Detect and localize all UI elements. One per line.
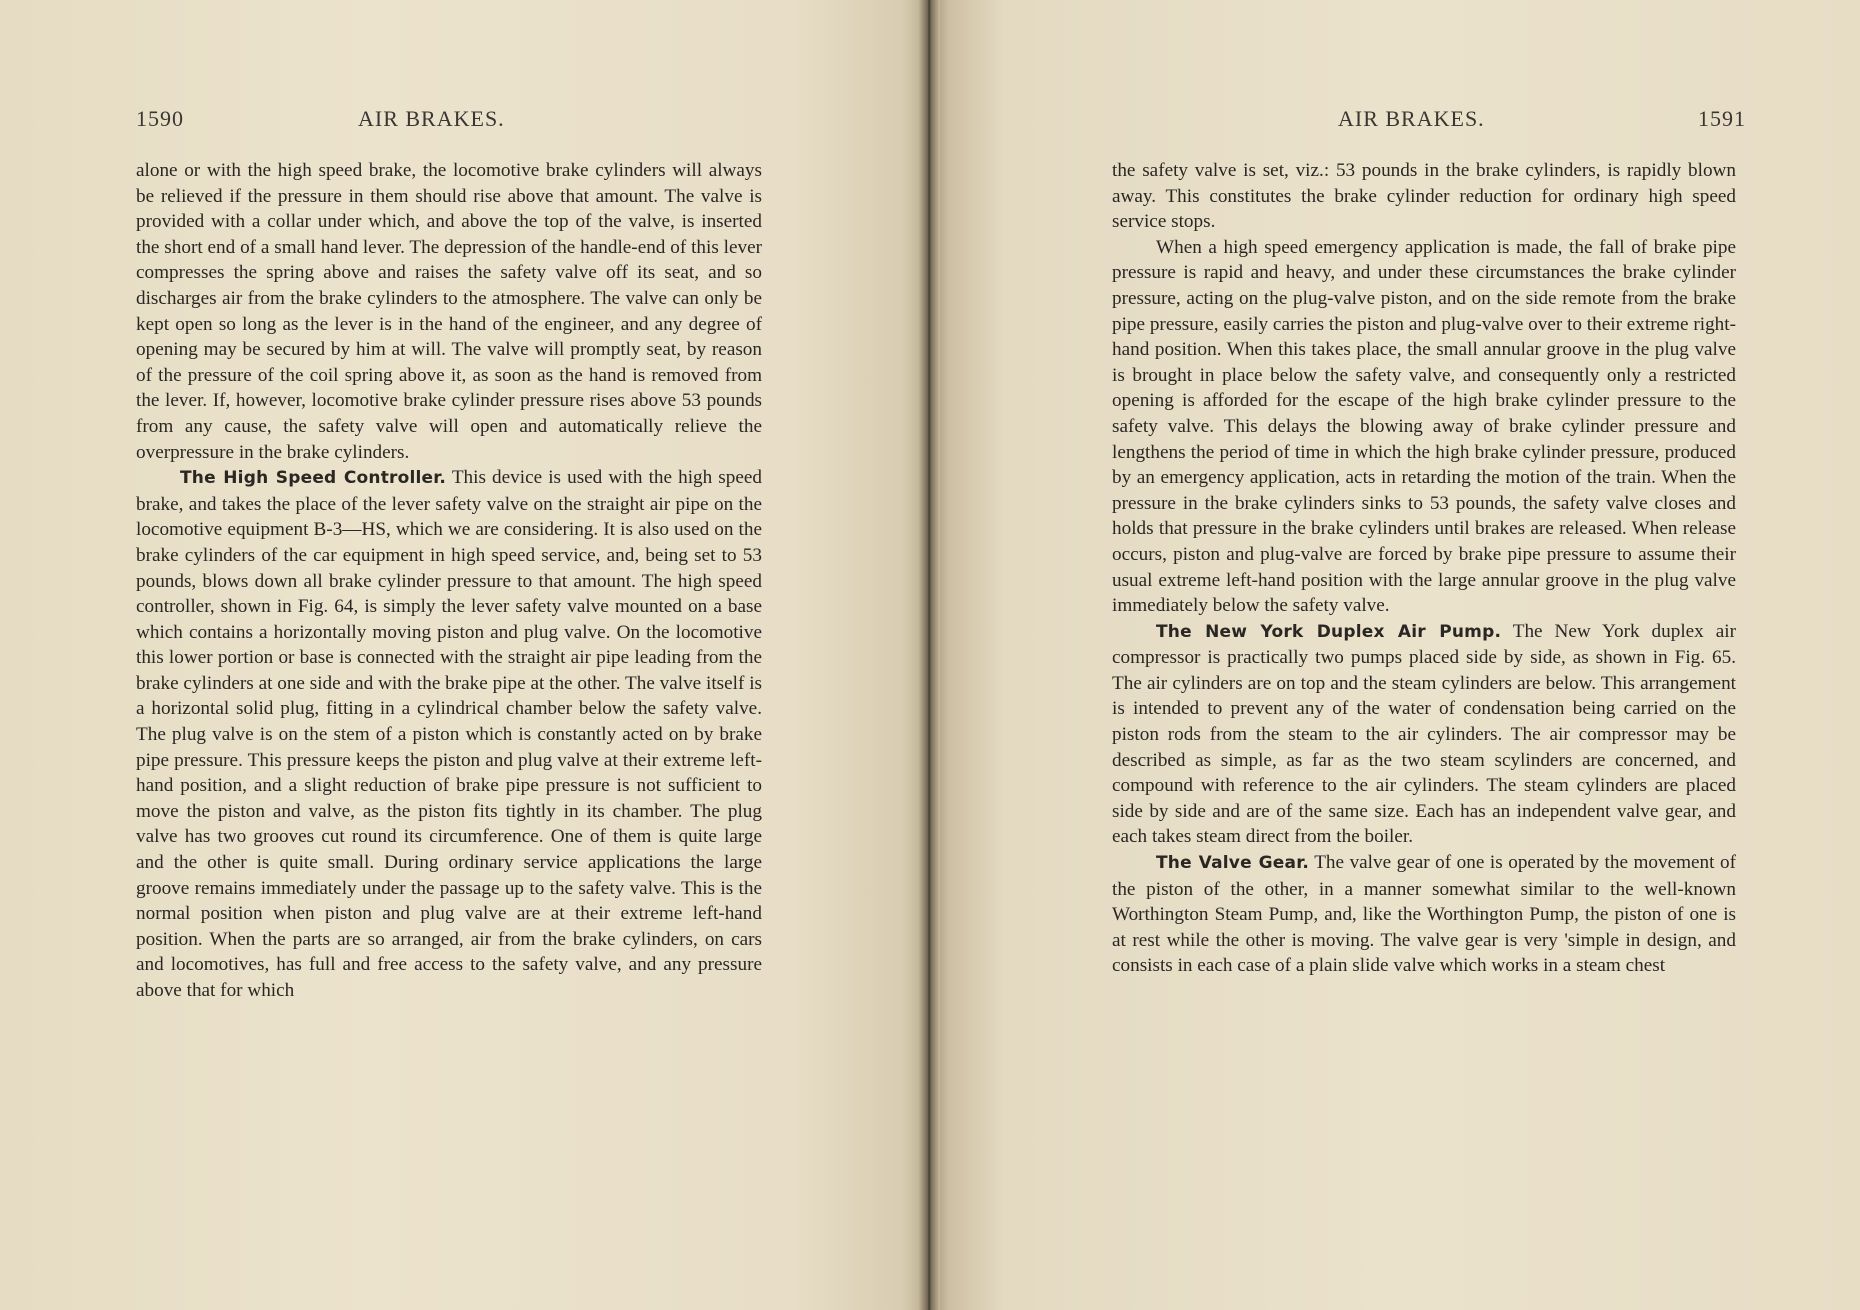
- paragraph-text: When a high speed emergency application is made, the fall of brake pipe pressure is rapid and heavy, and under these circumstances the brake cylinder pressure, acting on the plug-valve piston, and on the side remote from the brake pipe pressure, easily carries the piston and plug-valve over to their extreme right-hand position. When this takes place, the small annular groove in the plug valve is brought in place below the safety valve, and consequently only a restricted opening is afforded for the escape of the high brake cylinder pressure to the safety valve. This delays the blowing away of brake cylinder pressure and lengthens the period of time in which the high brake cylinder pressure, produced by an emergency application, acts in retarding the motion of the train. When the pressure in the brake cylinders sinks to 53 pounds, the safety valve closes and holds that pressure in the brake cylinders until brakes are released. When release occurs, piston and plug-valve are forced by brake pipe pressure to assume their usual extreme left-hand position with the large annular groove in the plug valve immediately below the safety valve.: [1112, 236, 1736, 617]
- book-gutter: [918, 0, 940, 1310]
- right-page-header: [1108, 106, 1746, 136]
- paragraph-text: alone or with the high speed brake, the locomotive brake cylinders will always be relieved if the pressure in them should rise above that amount. The valve is provided with a collar under which, and above the top of the valve, is inserted the short end of a small hand lever. The depression of the handle-end of this lever compresses the spring above and raises the safety valve off its seat, and so discharges air from the brake cylinders to the atmosphere. The valve can only be kept open so long as the lever is in the hand of the engineer, and any degree of opening may be secured by him at will. The valve will promptly seat, by reason of the pressure of the coil spring above it, as soon as the hand is removed from the lever. If, however, locomotive brake cylinder pressure rises above 53 pounds from any cause, the safety valve will open and automatically relieve the overpressure in the brake cylinders.: [136, 160, 762, 463]
- paragraph-text: The valve gear of one is operated by the movement of the piston of the other, in a manner somewhat similar to the well-known Worthington Steam Pump, and, like the Worthington Pump, the piston of one is at rest while the other is moving. The valve gear is very 'simple in design, and consists in each case of a plain slide valve which works in a steam chest: [1112, 852, 1736, 977]
- paragraph: [136, 465, 762, 1003]
- paragraph-text: The New York duplex air compressor is practically two pumps placed side by side, as shown in Fig. 65. The air cylinders are on top and the steam cylinders are below. This arrangement is intended to prevent any of the water of condensation being carried on the piston rods from the steam to the air cylinders. The air compressor may be described as simple, as far as the two steam scylinders are concerned, and compound with reference to the air cylinders. The steam cylinders are placed side by side and are of the same size. Each has an independent valve gear, and each takes steam direct from the boiler.: [1112, 620, 1736, 848]
- left-page-header: [136, 106, 761, 136]
- paragraph: [1112, 158, 1736, 235]
- paragraph-text: the safety valve is set, viz.: 53 pounds in the brake cylinders, is rapidly blown away. This constitutes the brake cylinder reduction for ordinary high speed service stops.: [1112, 160, 1736, 233]
- section-heading: The New York Duplex Air Pump.: [1156, 621, 1502, 642]
- running-title: AIR BRAKES.: [1338, 106, 1485, 131]
- section-heading: The High Speed Controller.: [180, 468, 447, 489]
- paragraph: [1112, 619, 1736, 850]
- paragraph: [136, 158, 762, 465]
- section-heading: The Valve Gear.: [1156, 853, 1310, 874]
- running-title: AIR BRAKES.: [358, 106, 505, 131]
- paragraph: [1112, 235, 1736, 619]
- page-number: 1591: [1698, 106, 1746, 131]
- paragraph-text: This device is used with the high speed brake, and takes the place of the lever safety valve on the straight air pipe on the locomotive equipment B-3—HS, which we are considering. It is also used on the brake cylinders of the car equipment in high speed service, and, being set to 53 pounds, blows down all brake cylinder pressure to that amount. The high speed controller, shown in Fig. 64, is simply the lever safety valve mounted on a base which contains a horizontally moving piston and plug valve. On the locomotive this lower portion or base is connected with the straight air pipe leading from the brake cylinders at one side and with the brake pipe at the other. The valve itself is a horizontal solid plug, fitting in a cylindrical chamber below the safety valve. The plug valve is on the stem of a piston which is constantly acted on by brake pipe pressure. This pressure keeps the piston and plug valve at their extreme left-hand position, and a slight reduction of brake pipe pressure is not sufficient to move the piston and valve, as the piston fits tightly in its chamber. The plug valve has two grooves cut round its circumference. One of them is quite large and the other is quite small. During ordinary service applications the large groove remains immediately under the passage up to the safety valve. This is the normal position when piston and plug valve are at their extreme left-hand position. When the parts are so arranged, air from the brake cylinders, on cars and locomotives, has full and free access to the safety valve, and any pressure above that for which: [136, 467, 762, 1001]
- right-page-body: [1112, 158, 1736, 979]
- page-number: 1590: [136, 106, 184, 131]
- paragraph: [1112, 850, 1736, 979]
- left-page-body: [136, 158, 762, 1004]
